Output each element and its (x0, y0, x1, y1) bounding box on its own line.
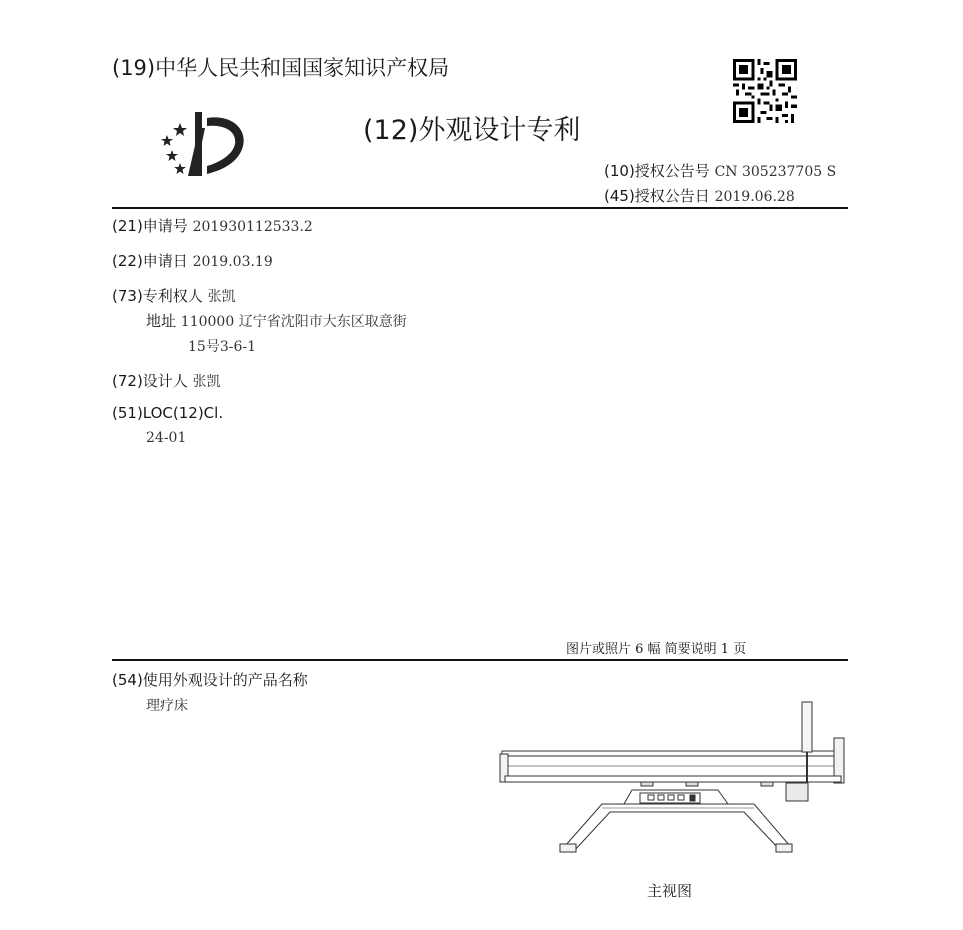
patentee (112, 285, 236, 306)
designer (112, 370, 221, 391)
grant-date (604, 185, 795, 206)
app-no-label: (21)申请号 (112, 217, 188, 235)
grant-date-label: (45)授权公告日 (604, 187, 710, 205)
designer-label: (72)设计人 (112, 372, 188, 390)
header-divider (112, 207, 848, 209)
grant-date-value: 2019.06.28 (714, 189, 795, 205)
patentee-value: 张凯 (207, 289, 236, 305)
figure-caption: 主视图 (647, 882, 693, 900)
app-date-label: (22)申请日 (112, 252, 188, 270)
qr-code (733, 59, 797, 123)
grant-number-value: CN 305237705 S (714, 164, 837, 180)
loc-class-label: (51)LOC(12)Cl. (112, 404, 224, 422)
address-line2: 15号3-6-1 (188, 339, 256, 355)
loc-class-value: 24-01 (146, 430, 187, 446)
document-type: (12)外观设计专利 (363, 115, 581, 146)
application-date (112, 250, 273, 271)
designer-value: 张凯 (192, 374, 221, 390)
product-name: 理疗床 (146, 698, 188, 714)
grant-number-label: (10)授权公告号 (604, 162, 710, 180)
address-label: 地址 (146, 312, 177, 330)
therapy-bed-front-view (496, 696, 848, 868)
address (146, 310, 407, 331)
page-counts: 图片或照片 6 幅 简要说明 1 页 (566, 642, 747, 657)
patentee-label: (73)专利权人 (112, 287, 203, 305)
cnipa-logo (155, 108, 250, 180)
office-name: (19)中华人民共和国国家知识产权局 (112, 56, 450, 80)
product-name-label: (54)使用外观设计的产品名称 (112, 671, 308, 689)
product-divider (112, 659, 848, 661)
app-no-value: 201930112533.2 (192, 219, 313, 235)
application-number (112, 215, 313, 236)
grant-number (604, 160, 836, 181)
address-line1: 110000 辽宁省沈阳市大东区取意街 (180, 314, 407, 330)
app-date-value: 2019.03.19 (192, 254, 273, 270)
